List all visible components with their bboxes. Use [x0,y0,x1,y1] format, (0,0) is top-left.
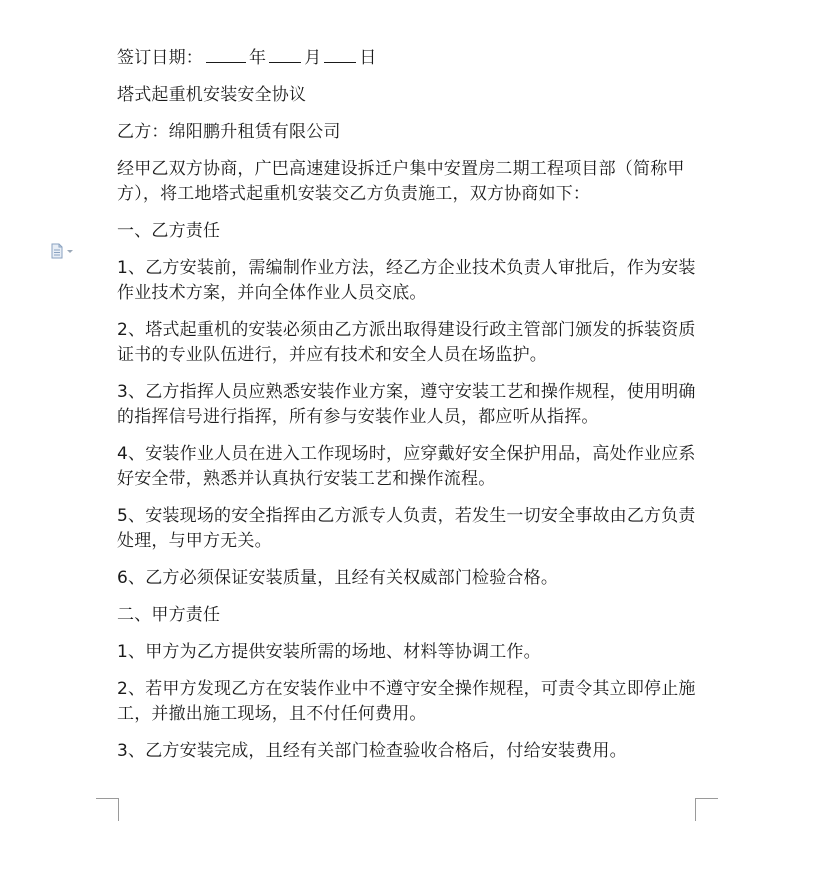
section1-item-1: 1、乙方安装前，需编制作业方法，经乙方企业技术负责人审批后，作为安装作业技术方案，并向全体作业人员交底。 [117,258,696,303]
section1-item-6: 6、乙方必须保证安装质量，且经有关权威部门检验合格。 [117,568,559,588]
month-label: 月 [304,48,322,68]
document-title: 塔式起重机安装安全协议 [117,85,307,105]
section1-item-3: 3、乙方指挥人员应熟悉安装作业方案，遵守安装工艺和操作规程，使用明确的指挥信号进行指挥，所有参与安装作业人员，都应听从指挥。 [117,382,696,427]
day-label: 日 [359,48,377,68]
section2-item-2: 2、若甲方发现乙方在安装作业中不遵守安全操作规程，可责令其立即停止施工，并撤出施工现场，且不付任何费用。 [117,679,696,724]
section2-item-1: 1、甲方为乙方提供安装所需的场地、材料等协调工作。 [117,642,541,662]
year-label: 年 [249,48,267,68]
section2-heading: 二、甲方责任 [117,605,221,625]
page-corner-mark-right [695,798,718,821]
section1-item-4: 4、安装作业人员在进入工作现场时，应穿戴好安全保护用品，高处作业应系好安全带，熟悉并认真执行安装工艺和操作流程。 [117,444,696,489]
document-icon[interactable] [49,243,79,259]
party-b-line: 乙方：绵阳鹏升租赁有限公司 [117,122,341,142]
day-blank [324,44,356,63]
page-corner-mark-left [96,798,119,821]
month-blank [269,44,301,63]
intro-paragraph: 经甲乙双方协商，广巴高速建设拆迁户集中安置房二期工程项目部（简称甲方），将工地塔式起重机安装交乙方负责施工，双方协商如下： [117,159,685,204]
section1-item-2: 2、塔式起重机的安装必须由乙方派出取得建设行政主管部门颁发的拆装资质证书的专业队伍进行，并应有技术和安全人员在场监护。 [117,320,696,365]
sign-date-line [117,44,699,71]
section2-item-3: 3、乙方安装完成，且经有关部门检查验收合格后，付给安装费用。 [117,741,627,761]
sign-date-label: 签订日期： [117,48,203,68]
section1-heading: 一、乙方责任 [117,221,221,241]
document-body [117,44,699,776]
year-blank [206,44,246,63]
section1-item-5: 5、安装现场的安全指挥由乙方派专人负责，若发生一切安全事故由乙方负责处理，与甲方无关。 [117,506,696,551]
